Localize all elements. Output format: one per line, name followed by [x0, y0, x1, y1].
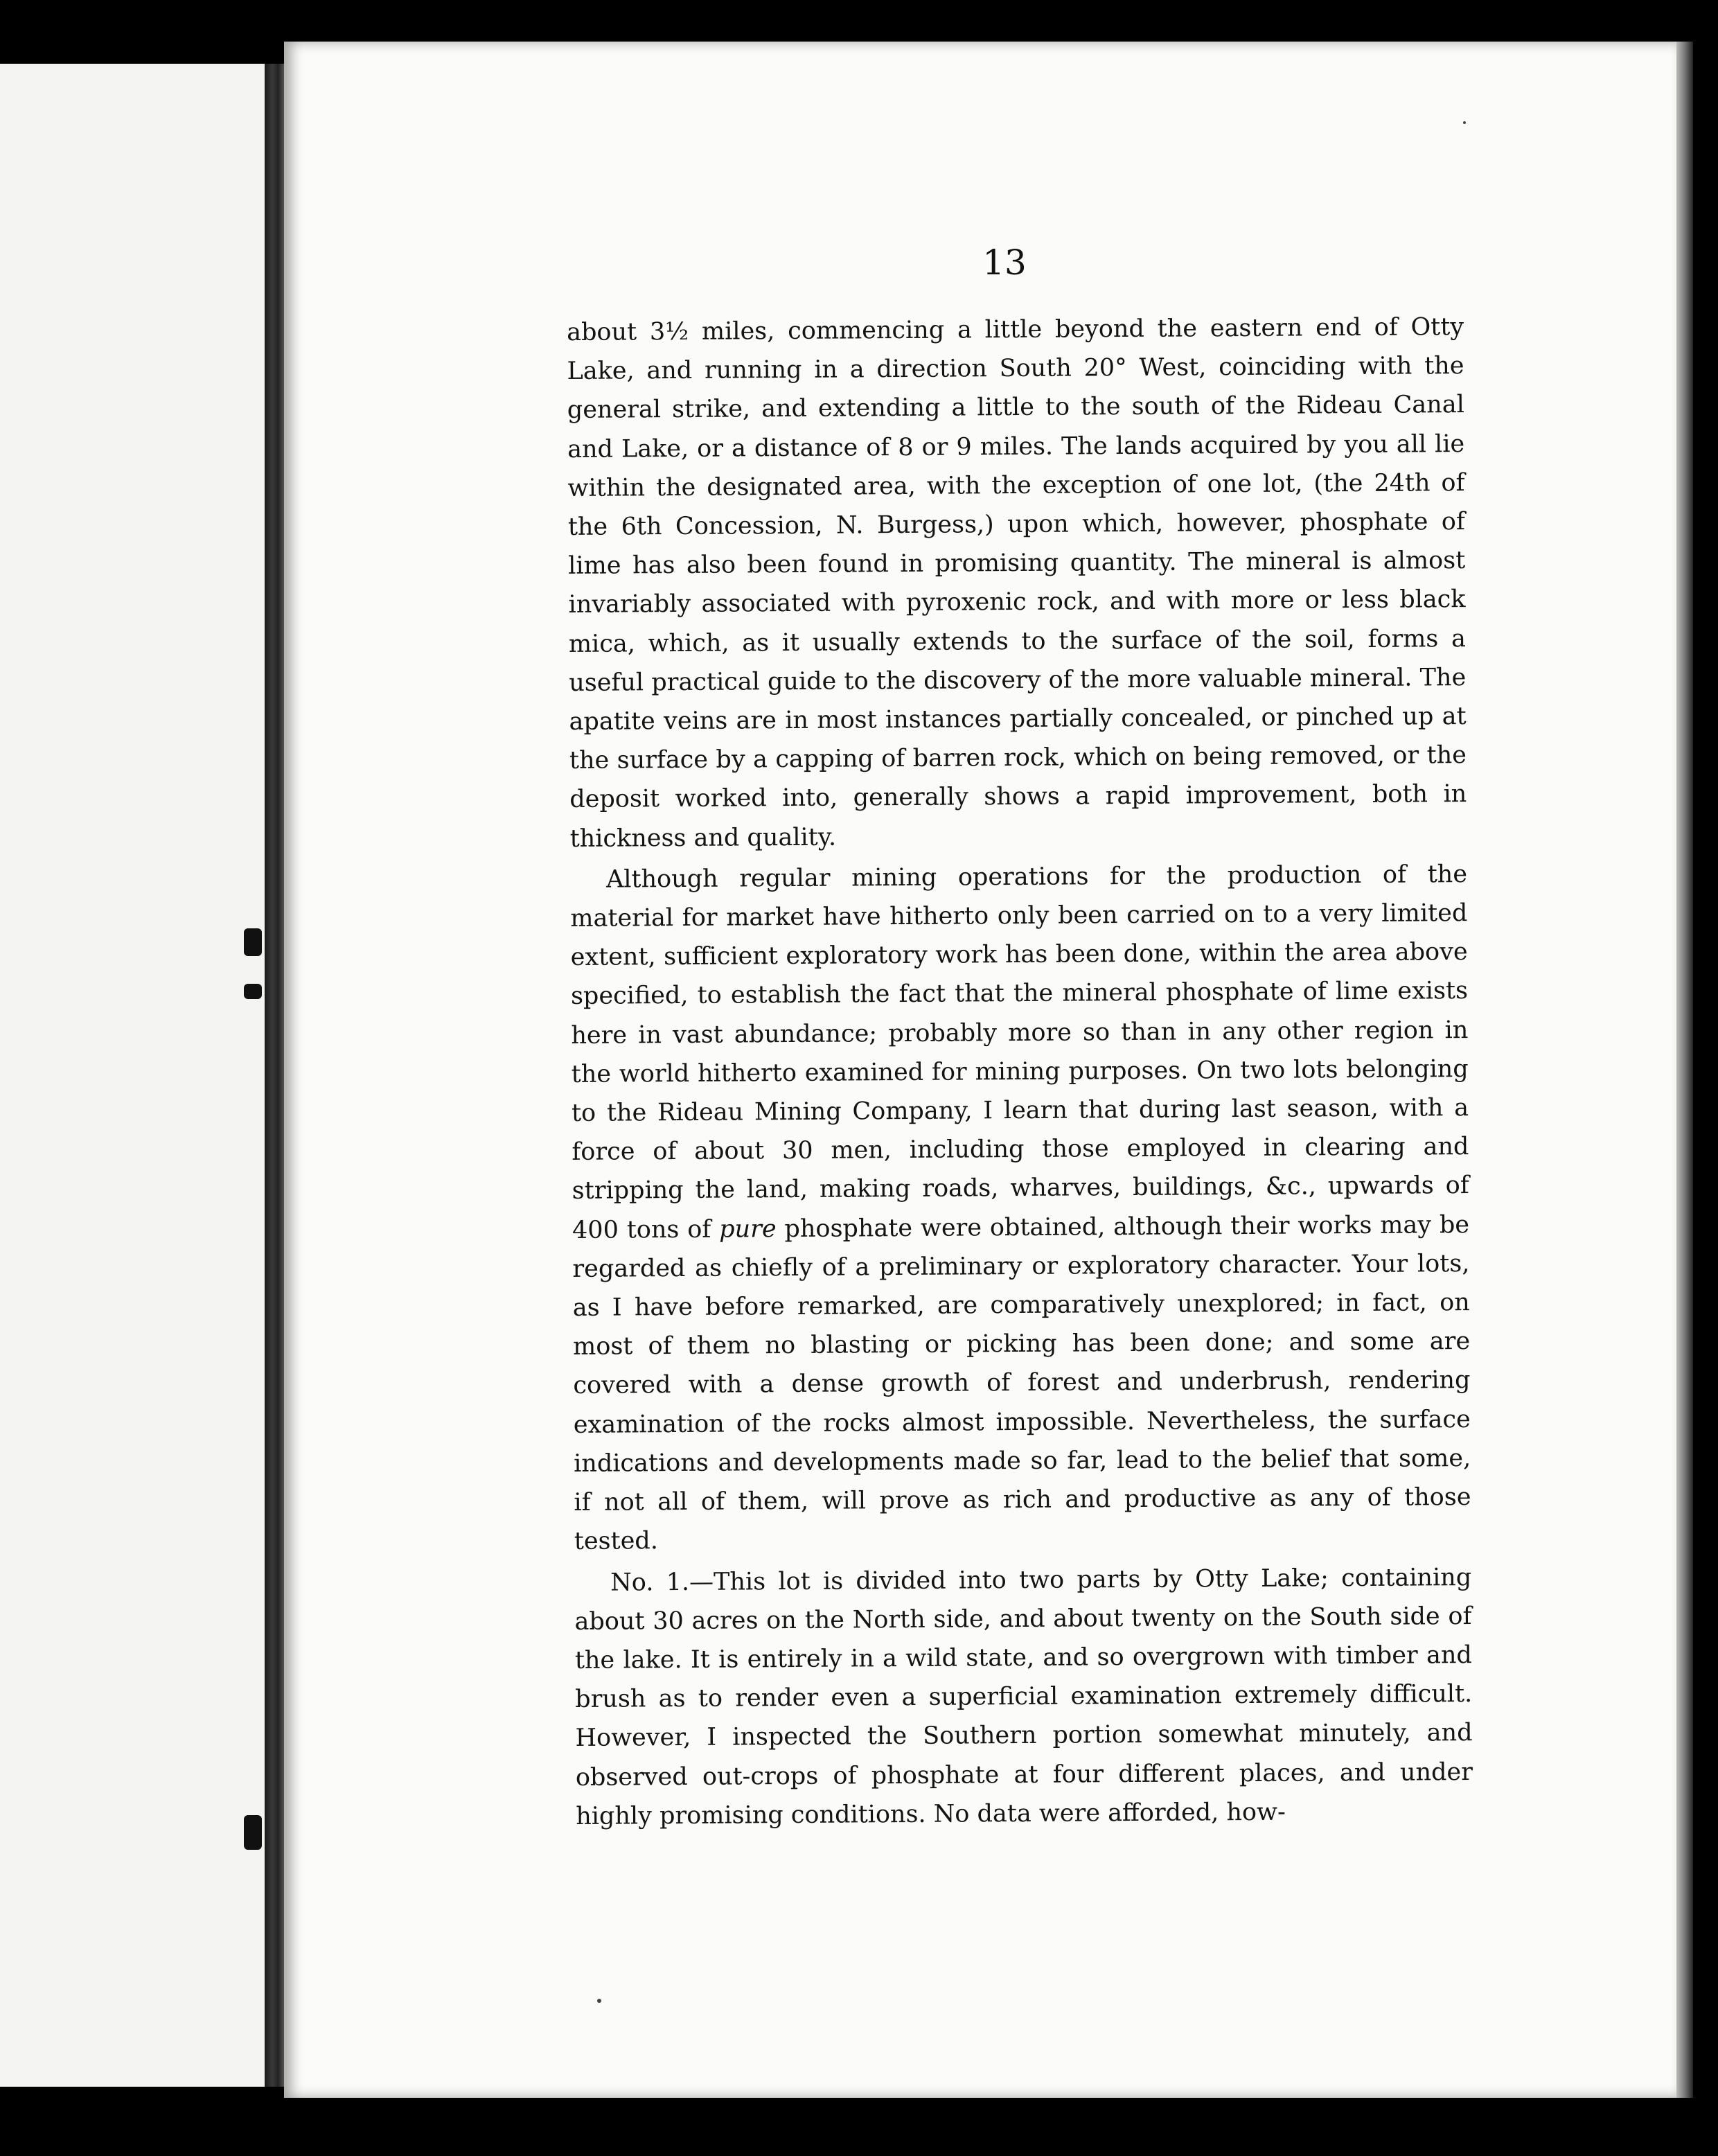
- binding-mark: [244, 1815, 262, 1850]
- scan-speck: [597, 1999, 601, 2003]
- paragraph-3: No. 1.—This lot is divided into two parts by Otty Lake; containing about 30 acres on the North side, and about twenty on the South side of the lake. It is entirely in a wild state, and so overgrown with timber and brush as to render even a superficial examination extremely difficult. However, I inspected the Southern portion somewhat minutely, and observed out-crops of phosphate at four different places, and under highly promising conditions. No data were afforded, how-: [574, 1563, 1473, 1830]
- paragraph-1: about 3½ miles, commencing a little beyond the eastern end of Otty Lake, and running in a direction South 20° West, coinciding with the general strike, and extending a little to the south of the Rideau Canal and Lake, or a distance of 8 or 9 miles. The lands acquired by you all lie within the designated area, with the exception of one lot, (the 24th of the 6th Concession, N. Burgess,) upon which, however, phosphate of lime has also been found in promising quantity. The mineral is almost invariably associated with pyroxenic rock, and with more or less black mica, which, as it usually extends to the surface of the soil, forms a useful practical guide to the discovery of the more valuable mineral. The apatite veins are in most instances partially concealed, or pinched up at the surface by a capping of barren rock, which on being removed, or the deposit worked into, generally shows a rapid improvement, both in thickness and quality.: [567, 313, 1467, 853]
- book-gutter: [265, 64, 284, 2087]
- paragraph-2-italic-word: pure: [719, 1214, 777, 1244]
- facing-page-left: [0, 64, 265, 2087]
- page-number: 13: [982, 242, 1027, 283]
- paragraph-2: [570, 855, 1471, 1562]
- binding-mark: [244, 928, 262, 956]
- paragraph-2-part-2: phosphate were obtained, although their works may be regarded as chiefly of a preliminary or exploratory character. Your lots, as I have before remarked, are comparatively unexplored; in fact, on most of them no blasting or picking has been done; and some are covered with a dense growth of forest and underbrush, rendering examination of the rocks almost impossible. Nevertheless, the surface indications and developments made so far, lead to the belief that some, if not all of them, will prove as rich and productive as any of those tested.: [572, 1210, 1471, 1556]
- page-edge-shadow: [1676, 42, 1693, 2098]
- body-text: [567, 308, 1473, 1836]
- binding-mark: [244, 984, 262, 999]
- paragraph-2-part-1: Although regular mining operations for the production of the material for market have hitherto only been carried on to a very limited extent, sufficient exploratory work has been done, within the area above specified, to establish the fact that the mineral phosphate of lime exists here in vast abundance; probably more so than in any other region in the world hitherto examined for mining purposes. On two lots belonging to the Rideau Mining Company, I learn that during last season, with a force of about 30 men, including those employed in clearing and stripping the land, making roads, wharves, buildings, &c., upwards of 400 tons of: [570, 860, 1469, 1244]
- scan-speck: [1463, 121, 1466, 124]
